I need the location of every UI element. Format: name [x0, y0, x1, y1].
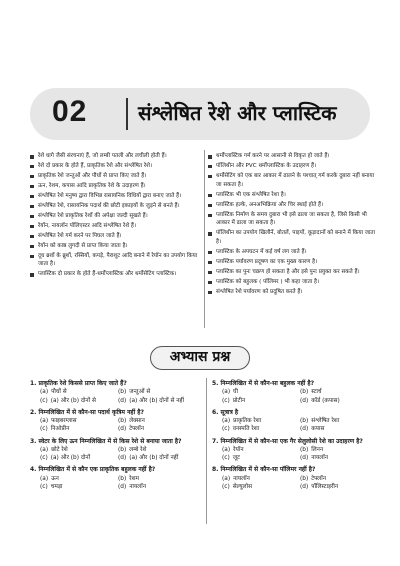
option-text: लम्बे रेशे — [129, 447, 147, 454]
answer-option[interactable] — [118, 446, 196, 454]
option-text: कॉर्ड (कपास) — [311, 397, 340, 404]
chapter-number: 02 — [52, 95, 88, 128]
question-options — [30, 388, 200, 404]
option-label: (c) — [222, 397, 230, 404]
option-text: प्राकृतिक रेशा — [233, 418, 262, 425]
chapter-banner — [30, 88, 370, 140]
option-label: (a) — [40, 389, 49, 396]
option-label: (c) — [40, 484, 48, 491]
summary-item: प्लास्टिक दो प्रकार के होते हैं-थर्मोप्लास्टिक और थर्मोसेटिंग प्लास्टिक। — [30, 270, 208, 279]
option-text: रेशम — [129, 475, 139, 482]
answer-option[interactable] — [118, 454, 196, 462]
option-label: (d) — [300, 426, 309, 433]
option-text: प्रोटीन — [232, 397, 246, 404]
summary-item: दूध ब्रशों के ब्रुशों, रस्सियों, कपड़े, पैराशूट आदि बनाने में रेयॉन का उपयोग किया जाता है। — [30, 252, 208, 269]
option-text: (a) और (b) दोनों — [50, 455, 91, 462]
answer-option[interactable] — [222, 446, 300, 454]
answer-option[interactable] — [300, 446, 378, 454]
question-item — [212, 438, 382, 463]
answer-option[interactable] — [222, 397, 300, 405]
answer-option[interactable] — [300, 417, 378, 425]
summary-item: प्लास्टिक भी एक संश्लेषित रेशा है। — [208, 191, 378, 200]
option-text: छोटे रेशे — [51, 447, 68, 454]
option-label: (b) — [118, 418, 127, 425]
option-text: जूट — [232, 455, 240, 462]
answer-option[interactable] — [118, 417, 196, 425]
option-label: (c) — [222, 455, 230, 462]
answer-option[interactable] — [118, 397, 196, 405]
summary-item: रेयॉन, नायलॉन पॉलिएस्टर आदि संश्लेषित रेशे हैं। — [30, 222, 208, 231]
option-label: (b) — [118, 447, 127, 454]
option-text: (a) और (b) दोनों से नहीं — [129, 397, 185, 404]
option-label: (a) — [40, 447, 49, 454]
questions-right-column — [212, 380, 382, 495]
answer-option[interactable] — [40, 417, 118, 425]
chapter-separator — [126, 98, 128, 130]
option-label: (b) — [300, 418, 309, 425]
answer-option[interactable] — [300, 397, 378, 405]
question-text: 3. स्वेटर के लिए ऊन निम्नलिखित में से किस रेशे से बनाया जाता है? — [30, 437, 182, 445]
answer-option[interactable] — [40, 388, 118, 396]
answer-option[interactable] — [118, 388, 196, 396]
option-text: रेयॉन — [233, 447, 244, 454]
question-item — [30, 409, 200, 434]
option-label: (b) — [118, 475, 127, 482]
summary-right-column — [208, 152, 378, 298]
answer-option[interactable] — [222, 417, 300, 425]
option-label: (d) — [118, 397, 127, 404]
summary-item: रेशे दो प्रकार के होते हैं, प्राकृतिक रेशे और संश्लेषित रेशे। — [30, 162, 208, 171]
chapter-title: संश्लेषित रेशे और प्लास्टिक — [138, 101, 337, 125]
option-text: संश्लेषित रेशा — [311, 418, 340, 425]
option-text: जन्तुओं से — [129, 389, 151, 396]
question-item — [212, 466, 382, 491]
question-text: 4. निम्नलिखित में से कौन एक प्राकृतिक बहुलक नहीं है? — [30, 466, 156, 474]
option-text: नायलॉन — [129, 484, 146, 491]
summary-item: प्लास्टिक का पुनः चक्रण हो सकता है और इसे पुनः प्रयुक्त कर सकते हैं। — [208, 268, 378, 277]
answer-option[interactable] — [40, 397, 118, 405]
option-label: (d) — [118, 426, 127, 433]
answer-option[interactable] — [222, 475, 300, 483]
answer-option[interactable] — [40, 454, 118, 462]
answer-option[interactable] — [300, 454, 378, 462]
option-label: (a) — [222, 447, 231, 454]
option-text: (a) और (b) दोनों से — [50, 397, 96, 404]
question-item — [212, 409, 382, 434]
option-label: (b) — [300, 447, 309, 454]
summary-item: प्लास्टिक के अपघटन में कई वर्ष लग जाते हैं। — [208, 248, 378, 257]
answer-option[interactable] — [222, 483, 300, 491]
question-options — [212, 388, 382, 404]
answer-option[interactable] — [300, 483, 378, 491]
question-options — [30, 417, 200, 433]
option-label: (a) — [222, 475, 231, 482]
summary-item: संश्लेषित रेशे पर्यावरण को प्रदूषित करते हैं। — [208, 288, 378, 297]
option-label: (d) — [118, 455, 127, 462]
option-text: सेल्युलोस — [232, 484, 252, 491]
summary-item: संश्लेषित रेशे, रासायनिक पदार्थ की छोटी इकाइयों के जुड़ने से बनते हैं। — [30, 202, 208, 211]
option-label: (b) — [300, 389, 309, 396]
question-item — [212, 380, 382, 405]
summary-item: थर्मोसेटिंग को एक बार आकार में ढालने के पश्चात् गर्म करके दुबारा नहीं बनाया जा सकता है। — [208, 172, 378, 189]
answer-option[interactable] — [222, 388, 300, 396]
summary-item: संश्लेषित रेशे मनुष्य द्वारा विभिन्न रासायनिक विधियों द्वारा बनाए जाते हैं। — [30, 192, 208, 201]
answer-option[interactable] — [300, 475, 378, 483]
option-label: (a) — [222, 389, 231, 396]
option-text: पौधों से — [51, 389, 67, 396]
summary-column-divider — [204, 150, 205, 328]
option-text: पॉलिस्टाइरीन — [311, 484, 339, 491]
questions-column-divider — [206, 378, 207, 524]
summary-item: संश्लेषित रेशे प्राकृतिक रेशों की अपेक्षा जल्दी सूखते हैं। — [30, 212, 208, 221]
option-label: (c) — [40, 455, 48, 462]
option-label: (a) — [40, 475, 49, 482]
option-text: ऊन — [51, 475, 59, 482]
option-label: (b) — [300, 475, 309, 482]
option-text: (a) और (b) दोनों नहीं — [129, 455, 179, 462]
option-text: लेक्सान — [129, 418, 145, 425]
question-text: 8. निम्नलिखित में से कौन-सा पॉलिमर नहीं है? — [212, 466, 316, 474]
option-text: फाइबरग्लास — [51, 418, 77, 425]
summary-list-right — [208, 152, 378, 296]
option-label: (d) — [300, 484, 309, 491]
answer-option[interactable] — [118, 425, 196, 433]
exercise-heading: अभ्यास प्रश्न — [150, 346, 250, 370]
summary-left-column — [30, 152, 208, 280]
answer-option[interactable] — [118, 483, 196, 491]
summary-item: थर्मोप्लास्टिक गर्म करने पर आसानी से विकृत हो जाते हैं। — [208, 152, 378, 161]
option-label: (c) — [222, 426, 230, 433]
option-text: चमड़ा — [50, 484, 63, 491]
option-label: (d) — [300, 397, 309, 404]
option-text: निओप्रीन — [50, 426, 70, 433]
option-text: घी — [233, 389, 239, 396]
option-text: नायलॉन — [311, 455, 328, 462]
question-item — [30, 380, 200, 405]
option-text: नायलॉन — [233, 475, 250, 482]
option-label: (c) — [40, 397, 48, 404]
option-text: कपास — [311, 426, 325, 433]
summary-item: प्राकृतिक रेशे जन्तुओं और पौधों से प्राप्त किए जाते हैं। — [30, 172, 208, 181]
question-text: 1. प्राकृतिक रेशे किससे प्राप्त किए जाते हैं? — [30, 380, 127, 387]
summary-item: पॉलिथीन का उपयोग खिलौनें, बोतलें, पाइपों, कूड़ादानों को बनाने में किया जाता है। — [208, 229, 378, 246]
question-text: 6. सूत्रात्र है — [212, 408, 239, 416]
answer-option[interactable] — [300, 388, 378, 396]
summary-list-left — [30, 152, 208, 279]
summary-item: प्लास्टिक को बहुलक ( पॉलिमर ) भी कहा जाता है। — [208, 278, 378, 287]
option-label: (c) — [222, 484, 230, 491]
option-text: लिनन — [311, 447, 324, 454]
question-options — [30, 475, 200, 491]
option-label: (b) — [118, 389, 127, 396]
option-text: वनस्पति रेशा — [232, 426, 260, 433]
summary-item: प्लास्टिक निर्माण के समय दुबारा भी इसे ढाला जा सकता है, जिसे किसी भी आकार में ढाला जा सकता है। — [208, 211, 378, 228]
question-options — [30, 446, 200, 462]
questions-left-column — [30, 380, 200, 495]
question-text: 5. निम्नलिखित में से कौन-सा बहुलक नहीं है? — [212, 380, 315, 387]
summary-item: संश्लेषित रेशे गर्म करने पर पिघल जाते हैं। — [30, 232, 208, 241]
answer-option[interactable] — [40, 483, 118, 491]
summary-item: प्लास्टिक हल्के, अनअभिक्रिया और चिर स्थाई होते हैं। — [208, 201, 378, 210]
option-text: टेफ्लॉन — [311, 475, 326, 482]
answer-option[interactable] — [300, 425, 378, 433]
answer-option[interactable] — [40, 425, 118, 433]
option-label: (a) — [40, 418, 49, 425]
question-options — [212, 475, 382, 491]
summary-item: प्लास्टिक पर्यावरण प्रदूषण का एक मुख्य कारण है। — [208, 258, 378, 267]
option-label: (a) — [222, 418, 231, 425]
question-options — [212, 417, 382, 433]
answer-option[interactable] — [222, 454, 300, 462]
answer-option[interactable] — [118, 475, 196, 483]
question-item — [30, 466, 200, 491]
option-label: (c) — [40, 426, 48, 433]
summary-item: ऊन, रेशम, कपास आदि प्राकृतिक रेशे के उदाहरण हैं। — [30, 182, 208, 191]
answer-option[interactable] — [40, 475, 118, 483]
question-item — [30, 438, 200, 463]
option-label: (d) — [118, 484, 127, 491]
question-options — [212, 446, 382, 462]
answer-option[interactable] — [222, 425, 300, 433]
summary-item: रेशे धागे जैसी संरचनाएं हैं, जो लम्बी पतली और लचीली होती हैं। — [30, 152, 208, 161]
option-label: (d) — [300, 455, 309, 462]
summary-item: रेयॉन को काष्ठ लुगदी से प्राप्त किया जाता है। — [30, 242, 208, 251]
summary-item: पॉलिथीन और PVC थर्मोप्लास्टिक के उदाहरण हैं। — [208, 162, 378, 171]
answer-option[interactable] — [40, 446, 118, 454]
option-text: टेफ्लॉन — [129, 426, 144, 433]
question-text: 7. निम्नलिखित में से कौन-सा एक गैर सेलुलोसी रेशे का उदाहरण है? — [212, 437, 363, 445]
option-text: स्टार्च — [311, 389, 322, 396]
question-text: 2. निम्नलिखित में से कौन-सा पदार्थ कृत्रिम नहीं है? — [30, 408, 144, 416]
